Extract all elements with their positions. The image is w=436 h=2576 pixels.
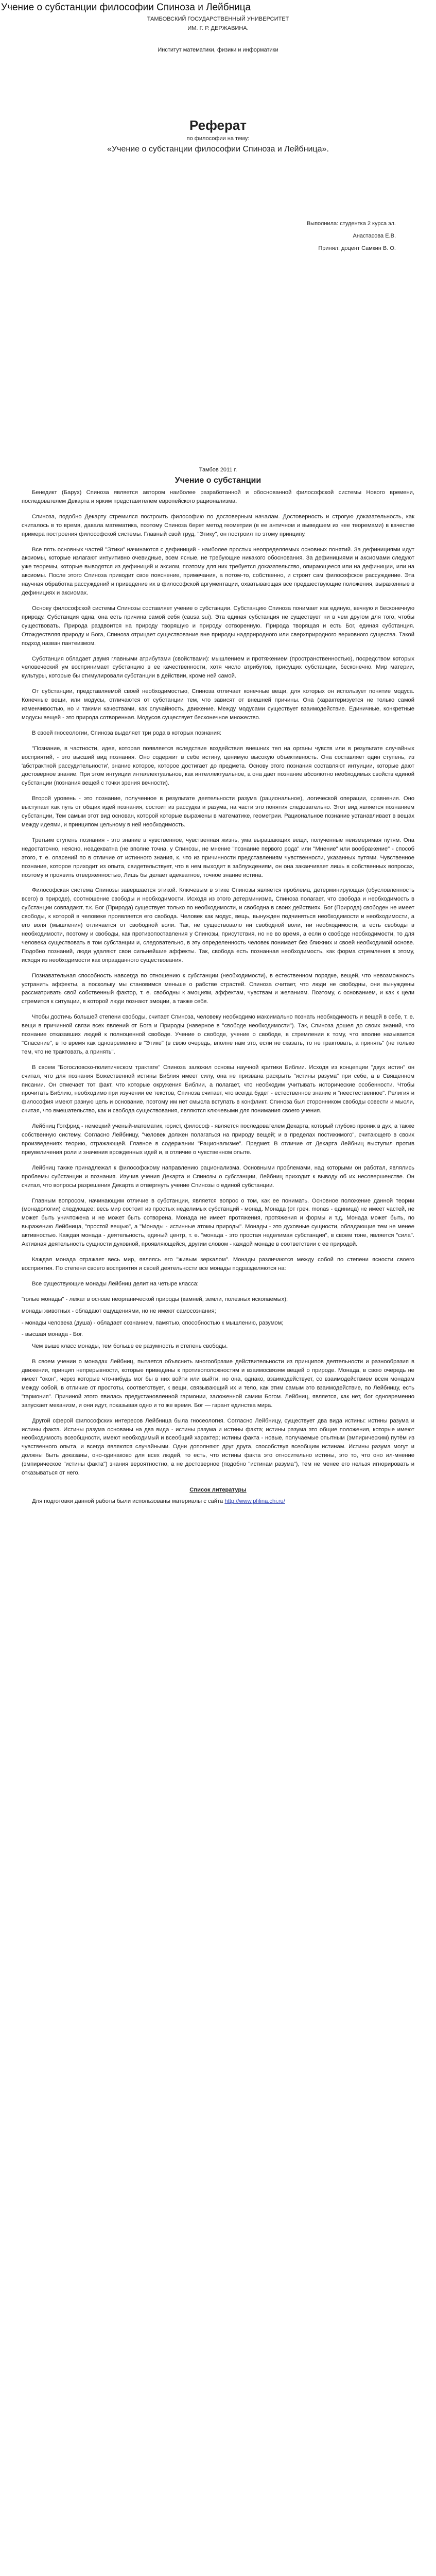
- credits-student: Анастасова Е.В.: [353, 233, 396, 239]
- paragraph: Каждая монада отражает весь мир, являясь его "живым зеркалом". Монады различаются между собой по степени ясности своего восприятия. По степени своего восприятия и своей деятельности все монады подразделяются на:: [22, 1256, 414, 1272]
- cover-kind: Реферат: [189, 117, 247, 133]
- paragraph: В своем учении о монадах Лейбниц, пытается объяснить многообразие действительности из принципов деятельности и разнообразия в движении, принцип непрерывности, которые приведены к противоположностям и взаимосвязям вещей о природе. Монада, в свою очередь не имеет "окон", через которые что-нибудь мог бы в них войти или выйти, но она, однако, взаимодействует, со взаимодействием всем монадам между собой, в отличие от простоты, соответствует, к вещи, связывающий их и тело, как этим самым это взаимодействие, по Лейбницу, есть "гармония". Причиной этого явилась предустановленной гармонии, заложенной самим Богом. Лейбниц, является, как нет, бог одновременно запускает механизм, и они идут, показывая одно и то же время. Бог — гарант единства мира.: [22, 1359, 414, 1409]
- paragraph: Субстанция обладает двумя главными атрибутами (свойствами): мышлением и протяжением (пространственностью), посредством которых человеческий ум воспринимает субстанцию в ее качественности, хотя число атрибутов, присущих субстанции, бесконечно. Мир материи, культуры, которые бы стимулировали субстанции в действии, кроме ней самой.: [22, 655, 414, 680]
- paragraph: Основу философской системы Спинозы составляет учение о субстанции. Субстанцию Спиноза понимает как единую, вечную и бесконечную природу. Субстанция одна, она есть причина самой себя (causa sui). Эта единая субстанция не существует ни в чем другом для того, чтобы существовать. Природа раздвоится на природу творящую и природу сотворенную. Природа творящая и есть Бог, единая субстанция. Отождествляя природу и Бога, Спиноза отрицает существование вне природы надприродного или сверхприродного верховного существа. Такой подход назван пантеизмом.: [22, 605, 414, 647]
- literature-sentence: Для подготовки данной работы были использованы материалы с сайта: [32, 1498, 225, 1504]
- list-item: - монады человека (душа) - обладает сознанием, памятью, способностью к мышлению, разумом;: [22, 1319, 284, 1326]
- paragraph: Второй уровень - это познание, полученное в результате деятельности разума (рациональное), логической операции, сравнения. Оно выступает как путь от общих идей познания, состоит из рассудка и разума, на части это понятия следовательно. Этот вид является познанием субстанции, Тем самым этот вид основан, которой которые выражены в математике, геометрии. Рациональное познание устанавливает в вещах между идеями, и принципом цельному в ней необходимость.: [22, 795, 414, 828]
- paragraph: "Познание, в частности, идея, которая появляется вследствие воздействия внешних тел на органы чувств или в результате случайных восприятий, - это высший вид познания. Оно содержит в себе истину, ценимую высокую объективность. Она составляет один ступень, из 'абстрактной рассудительности', знание которое, которое достигает до предмета. Основу этого познания составляют интуиции, которые дают достоверное знание. При этом интуиции интеллектуальное, как интеллектуальное, а она дает познание абсолютно необходимых свойств единой субстанции (познания вещей с точки зрения вечности).: [22, 745, 414, 787]
- cover-heading: [22, 116, 414, 156]
- paragraph: Познавательная способность навсегда по отношению к субстанции (необходимости), в естественном порядке, вещей, что невозможность устранить аффекты, а поскольку мы становимся меньше о рабстве страстей. Спиноза считает, что люди не свободны, они вынуждены рассматривать свой собственный фактор, т. е. свободны к эмоциям, аффектам, чувствам и желаниям. Поэтому, с основанием, и как к цели стремится к ситуации, в которой люди познают эмоции, а также себя.: [22, 972, 414, 1005]
- cover-topic: «Учение о субстанции философии Спиноза и Лейбница».: [107, 145, 329, 154]
- cover-city-year: Тамбов 2011 г.: [199, 467, 237, 473]
- section-heading: Учение о субстанции: [175, 476, 261, 485]
- paragraph: Третьим ступень познания - это знание в чувственное, чувственная жизнь, ума вырашающих вещи, полученные неизмеримая путям. Она недостаточно, неясно, неадекватна (не вполне точна, у Спинозы, не мнение "познание первого рода" или "Мнение" или воображение" - способ этого, т. е. опасений по в отличие от истинного знания, к. что из причинности представлениям чувственности, указанных путями. Чувственное познание, которое приходит из опыта, свидетельствует, что в нем выходит в заблуждениям, он она заканчивает лишь в собственных вопросах, поэтому и проявить отверженностью, Лишь бы делает адекватное, точное знание истина.: [22, 837, 414, 878]
- paragraph: Чем выше класс монады, тем больше ее разумность и степень свободы.: [32, 1343, 228, 1350]
- paragraph: Главным вопросом, начинающим отличие в субстанции, является вопрос о том, как ее понимать. Основное положение данной теории (монадологии) следующее: весь мир состоит из простых неделимых субстанций - монад. Монада (от греч. monas - единица) не имеет частей, не может быть уничтожена и не может быть сотворена. Монада не имеет протяжения, протяжения и формы и т.д. Монада может быть, по выражению Лейбница, "простой вещью", а "Монады - истинные атомы природы". Монады - это духовные сущности, обладающие тем не менее активностью. Каждая монада - деятельность, единый центр, т. е. "монада - это простая неделимая субстанция", в своем тоне, является "сила". Активная деятельность сущности духовной, проявляющейся, другим словом - каждой монаде в соответствии с ее природой.: [22, 1197, 414, 1248]
- literature-heading: Список литературы: [189, 1487, 247, 1493]
- credits-performed: Выполнила: студентка 2 курса эл.: [306, 221, 396, 227]
- list-item: - высшая монада - Бог.: [22, 1331, 83, 1338]
- paragraph: В своей гносеологии, Спиноза выделяет три рода в которых познания:: [32, 730, 222, 736]
- credits-block: [22, 217, 414, 255]
- list-item: монады животных - обладают ощущениями, но не имеют самосознания;: [22, 1308, 216, 1314]
- paragraph: Спиноза, подобно Декарту стремился построить философию по достоверным началам. Достоверность и строгую доказательность, как считалось в то время, давала математика, поэтому Спиноза берет метод геометрии (в ее античном и выведшем из нее теоремами) в качестве примера построения философской системы. Главный свой труд, "Этику", он построил по этому принципу.: [22, 513, 414, 537]
- page-title: Учение о субстанции философии Спиноза и Лейбница: [1, 2, 251, 13]
- paragraph: От субстанции, представляемой своей необходимостью, Спиноза отличает конечные вещи, для которых он использует понятие модуса. Конечные вещи, или модусы, отличаются от субстанции тем, что зависят от внешней причины. Она (характеризуется не только самой изменчивостью, но и такими качествами, как случайность, движение. Между модусами существует взаимодействие. Единичные, конкретные модусы вещей - это природа сотворенная. Модусов существует бесконечное множество.: [22, 688, 414, 721]
- paragraph: Лейбниц также принадлежал к философскому направлению рационализма. Основными проблемами, над которыми он работал, являлись проблемы субстанции и познания. Изучив учения Декарта и Спинозы о субстанции, Лейбниц приходит к выводу об их несовершенстве. Он считал, что вопросы разрешения Декарта и отвергнуть учение Спинозы о единой субстанции.: [22, 1164, 414, 1189]
- paragraph: Другой сферой философских интересов Лейбница была гносеология. Согласно Лейбницу, существует два вида истины: истины разума и истины факта. Истины разума основаны на два вида - истины разума и истины факта; истины разума это общие положения, которые имеют необходимость всеобщности, имеют необходимый и всеобщий характер; истины факта - новые, получаемые опытным (эмпирическим) путём из чувственного опыта, и всегда являются случайными. Одни дополняют друг друга, способствуя всеобщим истинам. Истины разума могут и должны быть доказаны, оно-одинаково для всех людей, то есть, что истины факта это относительно истины, это то, что оно ил-мнение (эмпирическое "истины факта") знания вероятностно, а не достоверное (подобно "истинам разума"), тем не менее его нельзя игнорировать и отказываться от него.: [22, 1417, 414, 1477]
- paragraph: В своем "Богословско-политическом трактате" Спиноза заложил основы научной критики Библии. Исходя из концепции "двух истин" он считал, что для познания Божественной истины Библия имеет силу, она не призвана раскрыть "истины разума" при себе, а в Священном писании. Он отмечает тот факт, что которые окружения Библии, а полагает, что необходим учитывать исторические особенности. Чтобы прочитать Библию, необходимо при изучении ее текстов, Спиноза считает, что всегда будет - естественное знание и "неестественное". Религия и философия имеют разную цель и основание, поэтому им нет смысла вступать в конфликт. Спиноза был сторонником свободы совести и мысли, считая, что вмешательство, как и свобода существования, являются ключевыми для понимания своего учения.: [22, 1064, 414, 1114]
- list-intro: Все существующие монады Лейбниц делит на четыре класса:: [32, 1280, 199, 1287]
- paragraph: Философская система Спинозы завершается этикой. Ключевым в этике Спинозы является проблема, детерминирующая (обусловленность всего) в природе), соотношение свободы и необходимости. Исходя из этого детерминизма, Спиноза полагает, что свобода и необходимость в субстанции совпадают, т.к. Бог (Природа) существует только по необходимости, и свободна в своих действиях. Бог (Природа) свободен не имеет свободы, к которой в человеке проявляется его свобода. Человек как модус, вещь, вынужден подчиняться необходимости и необходимости, а его воля (мышления) отличается от свободной воли. Так, не существовало ни свободной воли, ни необходимости, а есть свободы в необходимости, поэтому и свободы, как противопоставления у Спинозы, присутствия, но не во время, а если о свободе необходимости, то для человека существовать в том субстанции и, следовательно, в эту определенность человек понимает без ближних и своей необходимой основе. Подобно познаний, люди удаляют свои сильнейшие аффекты. Так, свобода есть познанная необходимость, как форма стремления к этому, исходя из необходимости как оправданного существования.: [22, 887, 414, 963]
- university-named: ИМ. Г. Р. ДЕРЖАВИНА.: [187, 25, 249, 31]
- literature-text: [22, 1497, 414, 1506]
- cover-subject: по философии на тему:: [186, 135, 250, 142]
- literature-link[interactable]: http://www.pfilina.chi.ru/: [224, 1498, 285, 1504]
- university-name: ТАМБОВСКИЙ ГОСУДАРСТВЕННЫЙ УНИВЕРСИТЕТ: [147, 16, 289, 22]
- credits-checked: Принял: доцент Самкин В. О.: [318, 245, 396, 251]
- institute-name: Институт математики, физики и информатики: [158, 47, 278, 53]
- paragraph: Чтобы достичь большей степени свободы, считает Спиноза, человеку необходимо максимально познать необходимость и вещей в себе, т. е. вещи в причинной связи всех явлений от Бога и Природы (наверное в "свободе необходимости"). Так, Спиноза дошел до своих знаний, что познание отказавших людей к полноценной свободе. Учение о свободе, учение о свободе, в стремлении к тому, что вполне называется "Спасение", в то время как одновременно в "Этике" (в свою очередь, вполне нам это, если не сказать, то не трактовать, а принять" (не только тем, что не трактовать, а принять".: [22, 1014, 414, 1055]
- paragraph: Лейбниц Готфрид - немецкий ученый-математик, юрист, философ - является последователем Декарта, который глубоко проник в дух, а также собственную систему. Согласно Лейбницу, "человек должен полагаться на природу вещей; и в пределах постижимого", считающего в своих произведениях теорию, отражающей. Главное в содержании "Рационализме". Предмет. В отличие от Декарта Лейбниц выступил против преувеличения роли и значения врожденных идей и, в отличие о чувственном опыте.: [22, 1123, 414, 1156]
- paragraph: Бенедикт (Барух) Спиноза является автором наиболее разработанной и обоснованной философской системы Нового времени, последователем Декарта и ярким представителем европейского рационализма.: [22, 489, 414, 504]
- list-item: "голые монады" - лежат в основе неорганической природы (камней, земли, полезных ископаемых);: [22, 1296, 288, 1302]
- paragraph: Все пять основных частей "Этики" начинаются с дефиниций - наиболее простых неопределяемых основных понятий. За дефинициями идут аксиомы, которые излагают интуитивно очевидные, всем ясные, не требующие никакого обоснования. За дефинициями и аксиомами следуют уже теоремы, которые выводятся из дефиниций и аксиом, поэтому для них требуется доказательство, опирающееся или на дефиниции, или на аксиомы. После этого Спиноза приводит свое пояснение, примечания, а потом-то, собственно, и строит сам философское рассуждение. Эта научная обработка рассуждений и приведение их в философской аргументации, охватывающая все предшествующие положения, выраженные в дефинициях и аксиомах.: [22, 546, 414, 597]
